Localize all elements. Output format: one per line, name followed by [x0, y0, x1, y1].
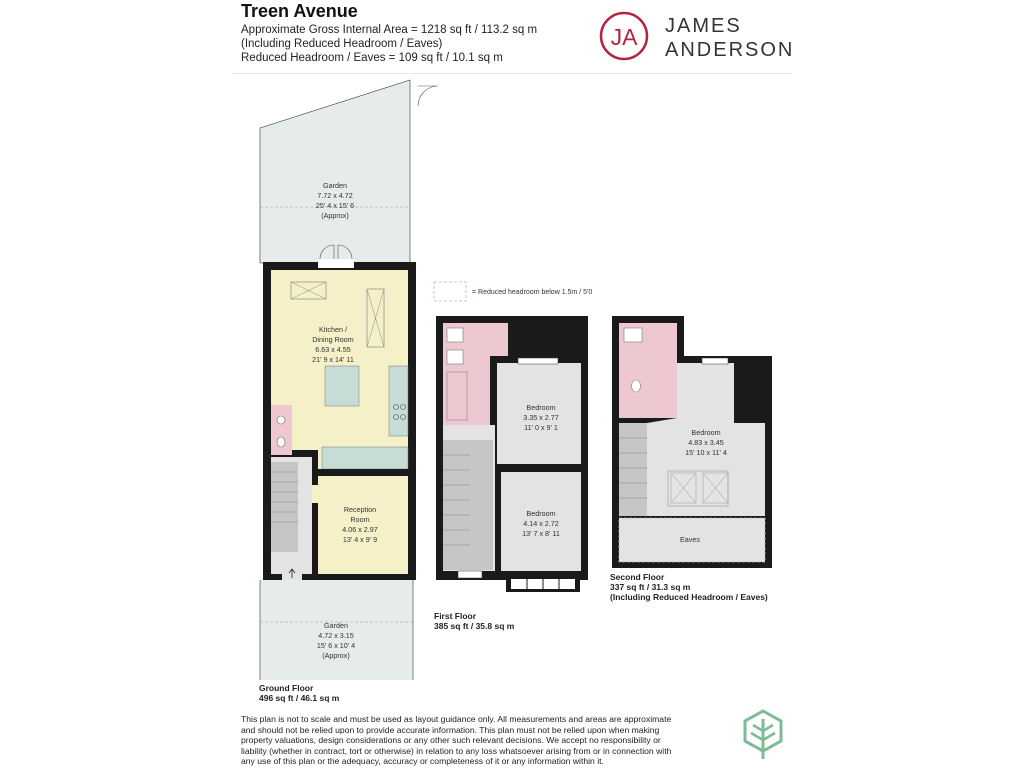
- first-bedroom-front-metric: 4.14 x 2.72: [523, 519, 559, 528]
- reduced-headroom-legend-label: = Reduced headroom below 1.5m / 5'0: [472, 289, 593, 296]
- kitchen-imperial: 21' 9 x 14' 11: [312, 355, 354, 364]
- first-bedroom-rear-metric: 3.35 x 2.77: [523, 413, 559, 422]
- front-garden-note: (Approx): [322, 651, 350, 660]
- reception-label-2: Room: [350, 515, 370, 524]
- kitchen-island: [325, 366, 359, 406]
- second-floor-area-note: (Including Reduced Headroom / Eaves): [610, 592, 768, 602]
- leaf-icon: [741, 709, 785, 761]
- kitchen-worktop-lower: [322, 447, 408, 469]
- first-floor-caption: First Floor: [434, 611, 477, 621]
- reception-imperial: 13' 4 x 9' 9: [342, 535, 378, 544]
- ground-wc: [271, 405, 292, 455]
- kitchen-label-1: Kitchen /: [319, 325, 347, 334]
- front-garden-metric: 4.72 x 3.15: [318, 631, 354, 640]
- logo-line-anderson: ANDERSON: [665, 39, 795, 61]
- first-rear-window: [518, 358, 558, 364]
- reduced-headroom-legend-swatch: [434, 282, 466, 301]
- first-bedroom-front-imperial: 13' 7 x 8' 11: [522, 529, 560, 538]
- disclaimer-text: This plan is not to scale and must be used as layout guidance only. All measurements and areas are approximate and should not be relied upon to provide accurate information. This plan must not be relied upon when making property valuations, design considerations or any other such relevant decisions. We accept no responsibility or liability (whether in contract, tort or otherwise) in relation to any loss whatsoever arising from or in connection with any use of this plan or the adequacy, accuracy or completeness of it or any information within it.: [241, 714, 672, 767]
- reception-metric: 4.06 x 2.97: [342, 525, 378, 534]
- first-bedroom-rear-imperial: 11' 0 x 9' 1: [524, 423, 558, 432]
- front-garden-area: [260, 580, 413, 680]
- kitchen-metric: 6.63 x 4.55: [315, 345, 351, 354]
- gross-area-note: (Including Reduced Headroom / Eaves): [241, 38, 443, 50]
- first-bedroom-front-label: Bedroom: [526, 509, 556, 518]
- second-floor-caption: Second Floor: [610, 572, 665, 582]
- kitchen-label-2: Dining Room: [312, 335, 354, 344]
- ground-floor-caption: Ground Floor: [259, 683, 314, 693]
- reception-door-gap: [312, 485, 318, 503]
- rear-garden-gate: [418, 86, 438, 106]
- rear-garden-imperial: 25' 4 x 15' 6: [315, 201, 355, 210]
- ground-stairs: [271, 462, 298, 552]
- kitchen-worktop: [389, 366, 408, 436]
- rear-garden-note: (Approx): [321, 211, 349, 220]
- second-bedroom-metric: 4.83 x 3.45: [688, 438, 724, 447]
- gross-area-line: Approximate Gross Internal Area = 1218 sq ft / 113.2 sq m: [241, 24, 538, 36]
- first-floor-area: 385 sq ft / 35.8 sq m: [434, 621, 515, 631]
- second-floor-area: 337 sq ft / 31.3 sq m: [610, 582, 691, 592]
- hall-partition: [312, 457, 318, 574]
- first-landing-window: [458, 571, 482, 578]
- reception-label-1: Reception: [343, 505, 377, 514]
- rear-garden-area: [260, 80, 410, 263]
- logo-monogram: JA: [610, 24, 638, 50]
- first-bathroom-annex: [490, 323, 508, 356]
- second-stairs: [619, 423, 647, 516]
- page-title: Treen Avenue: [241, 1, 358, 21]
- front-garden-label: Garden: [324, 621, 348, 630]
- first-front-bay-window: [506, 576, 580, 592]
- second-bedroom-imperial: 15' 10 x 11' 4: [685, 448, 727, 457]
- first-stairs: [443, 440, 493, 570]
- front-garden-imperial: 15' 6 x 10' 4: [316, 641, 356, 650]
- rear-garden-metric: 7.72 x 4.72: [317, 191, 353, 200]
- logo-line-james: JAMES: [665, 15, 742, 37]
- eaves-label: Eaves: [680, 535, 700, 544]
- second-bedroom-label: Bedroom: [691, 428, 721, 437]
- reduced-headroom-line: Reduced Headroom / Eaves = 109 sq ft / 10.1 sq m: [241, 52, 503, 64]
- ground-floor-area: 496 sq ft / 46.1 sq m: [259, 693, 340, 703]
- second-rear-window: [702, 358, 728, 364]
- reception-partition: [318, 469, 408, 476]
- first-bedroom-rear-label: Bedroom: [526, 403, 556, 412]
- rear-garden-label: Garden: [323, 181, 347, 190]
